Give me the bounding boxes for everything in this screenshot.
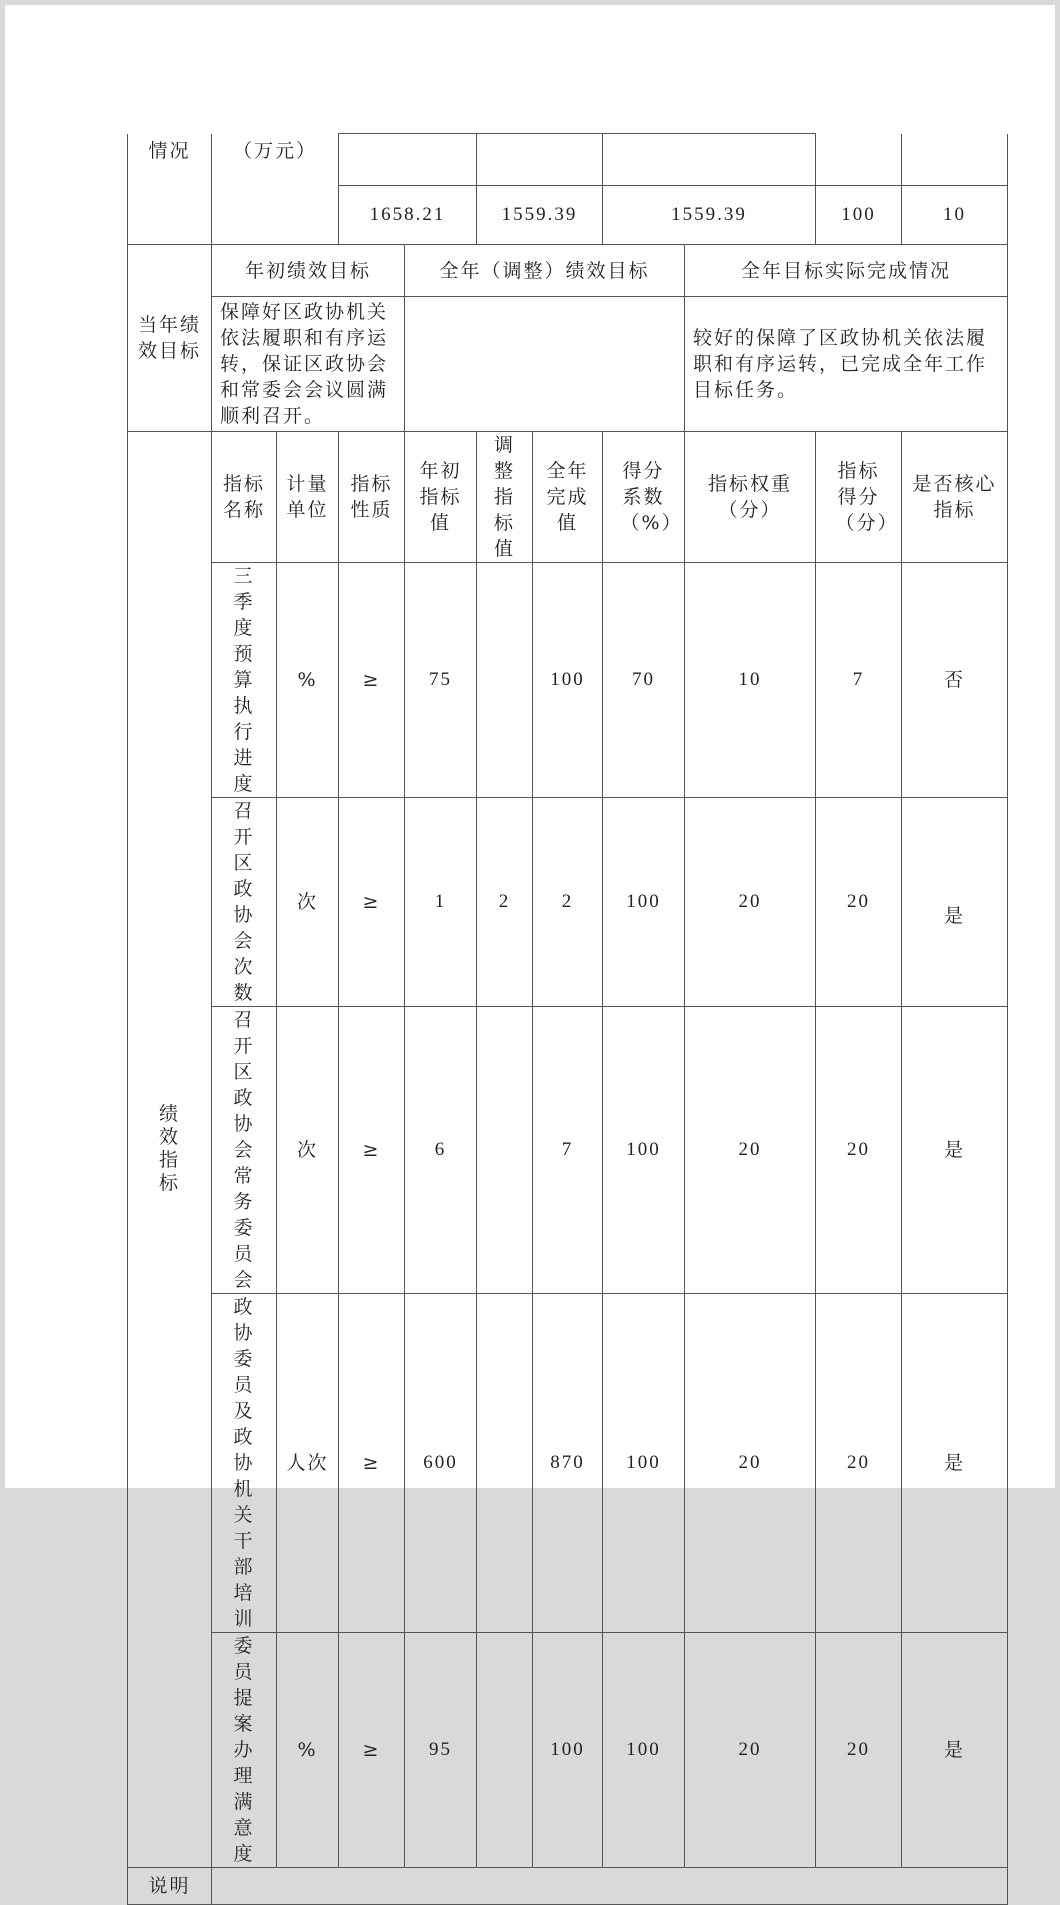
actual-goal-header: 全年目标实际完成情况 xyxy=(685,245,1008,297)
indicator-name: 三季度预算执行进度 xyxy=(212,563,277,798)
performance-evaluation-table xyxy=(127,133,1008,1905)
indicator-adjusted-value xyxy=(477,563,533,798)
indicator-coefficient: 70 xyxy=(603,563,685,798)
indicator-initial-value: 75 xyxy=(405,563,477,798)
col-header-initial: 年初指标值 xyxy=(405,432,477,563)
indicator-core-flag: 是 xyxy=(902,1633,1008,1868)
col-header-completed: 全年完成值 xyxy=(533,432,603,563)
indicator-completed-value: 100 xyxy=(533,563,603,798)
indicator-core-flag: 是 xyxy=(902,798,1008,1007)
annual-budget-value: 1658.21 xyxy=(339,186,477,245)
funds-blank-cell xyxy=(816,134,902,186)
actual-goal-text: 较好的保障了区政协机关依法履职和有序运转，已完成全年工作目标任务。 xyxy=(685,297,1008,432)
indicator-unit: 人次 xyxy=(277,1294,339,1633)
indicator-unit: 次 xyxy=(277,1007,339,1294)
notes-row xyxy=(128,1868,1008,1905)
indicator-nature: ≥ xyxy=(339,1633,405,1868)
indicator-score: 20 xyxy=(816,1633,902,1868)
notes-label: 说明 xyxy=(128,1868,212,1905)
indicator-completed-value: 870 xyxy=(533,1294,603,1633)
indicator-adjusted-value xyxy=(477,1294,533,1633)
adjusted-goal-text xyxy=(405,297,685,432)
indicator-completed-value: 7 xyxy=(533,1007,603,1294)
indicator-score: 20 xyxy=(816,1294,902,1633)
indicator-score: 7 xyxy=(816,563,902,798)
indicator-initial-value: 6 xyxy=(405,1007,477,1294)
executed-value: 1559.39 xyxy=(603,186,816,245)
indicator-nature: ≥ xyxy=(339,1294,405,1633)
indicator-unit: % xyxy=(277,563,339,798)
indicator-nature: ≥ xyxy=(339,563,405,798)
indicator-weight: 20 xyxy=(685,1007,816,1294)
col-header-core: 是否核心指标 xyxy=(902,432,1008,563)
indicator-name: 委员提案办理满意度 xyxy=(212,1633,277,1868)
initial-goal-text: 保障好区政协机关依法履职和有序运转，保证区政协会和常委会会议圆满顺利召开。 xyxy=(212,297,405,432)
indicator-nature: ≥ xyxy=(339,798,405,1007)
indicator-name: 召开区政协会次数 xyxy=(212,798,277,1007)
goals-section-label: 当年绩效目标 xyxy=(128,245,212,432)
indicator-name: 政协委员及政协机关干部培训 xyxy=(212,1294,277,1633)
funds-unit-label: （万元） xyxy=(212,134,339,245)
document-page xyxy=(5,5,1055,1897)
funds-section-label: 情况 xyxy=(128,134,212,245)
funds-blank-cell xyxy=(339,134,477,186)
indicator-coefficient: 100 xyxy=(603,1007,685,1294)
goals-content-row xyxy=(128,297,1008,432)
col-header-nature: 指标性质 xyxy=(339,432,405,563)
indicator-name: 召开区政协会常务委员会 xyxy=(212,1007,277,1294)
goals-header-row xyxy=(128,245,1008,297)
indicator-score: 20 xyxy=(816,1007,902,1294)
indicator-weight: 20 xyxy=(685,1294,816,1633)
indicator-core-flag: 是 xyxy=(902,1007,1008,1294)
notes-content xyxy=(212,1868,1008,1905)
indicators-section-label xyxy=(128,432,212,1868)
indicator-coefficient: 100 xyxy=(603,1633,685,1868)
indicator-adjusted-value xyxy=(477,1007,533,1294)
indicator-header-row xyxy=(128,432,1008,563)
funds-blank-cell xyxy=(603,134,816,186)
col-header-weight: 指标权重（分） xyxy=(685,432,816,563)
indicator-initial-value: 95 xyxy=(405,1633,477,1868)
col-header-name: 指标名称 xyxy=(212,432,277,563)
indicator-core-flag: 是 xyxy=(902,1294,1008,1633)
indicator-adjusted-value: 2 xyxy=(477,798,533,1007)
funds-blank-cell xyxy=(902,134,1008,186)
full-year-budget-value: 1559.39 xyxy=(477,186,603,245)
indicator-row xyxy=(128,1633,1008,1868)
indicator-row xyxy=(128,1007,1008,1294)
indicators-section-label-text: 绩效指标 xyxy=(158,1103,180,1194)
indicator-unit: % xyxy=(277,1633,339,1868)
funds-row-header xyxy=(128,134,1008,186)
indicator-weight: 20 xyxy=(685,798,816,1007)
initial-goal-header: 年初绩效目标 xyxy=(212,245,405,297)
col-header-unit: 计量单位 xyxy=(277,432,339,563)
indicator-weight: 10 xyxy=(685,563,816,798)
indicator-adjusted-value xyxy=(477,1633,533,1868)
indicator-row xyxy=(128,563,1008,798)
indicator-nature: ≥ xyxy=(339,1007,405,1294)
indicator-initial-value: 1 xyxy=(405,798,477,1007)
indicator-row xyxy=(128,798,1008,1007)
indicator-coefficient: 100 xyxy=(603,1294,685,1633)
adjusted-goal-header: 全年（调整）绩效目标 xyxy=(405,245,685,297)
indicator-unit: 次 xyxy=(277,798,339,1007)
indicator-completed-value: 100 xyxy=(533,1633,603,1868)
indicator-initial-value: 600 xyxy=(405,1294,477,1633)
indicator-row xyxy=(128,1294,1008,1633)
indicator-completed-value: 2 xyxy=(533,798,603,1007)
col-header-adjusted: 调整指标值 xyxy=(477,432,533,563)
col-header-score: 指标得分（分） xyxy=(816,432,902,563)
funds-blank-cell xyxy=(477,134,603,186)
funds-weight-value: 10 xyxy=(902,186,1008,245)
indicator-core-flag: 否 xyxy=(902,563,1008,798)
execution-rate-value: 100 xyxy=(816,186,902,245)
indicator-coefficient: 100 xyxy=(603,798,685,1007)
indicator-score: 20 xyxy=(816,798,902,1007)
col-header-coefficient: 得分系数（%） xyxy=(603,432,685,563)
indicator-weight: 20 xyxy=(685,1633,816,1868)
